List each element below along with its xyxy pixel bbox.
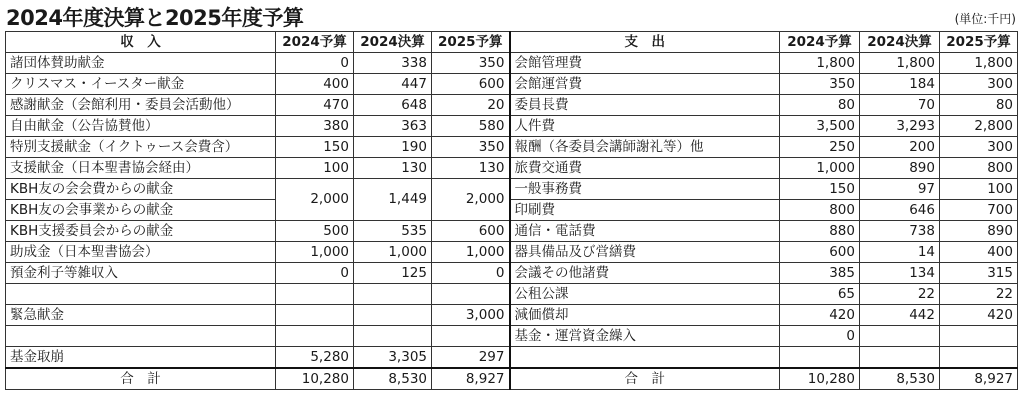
- table-row: [6, 95, 1018, 116]
- income-item: [6, 284, 276, 305]
- income-b24: 5,280: [276, 347, 354, 369]
- expense-item: 減価償却: [510, 305, 780, 326]
- income-a24: 535: [354, 221, 432, 242]
- income-b25: [432, 326, 510, 347]
- expense-item: 会議その他諸費: [510, 263, 780, 284]
- table-row: [6, 326, 1018, 347]
- expense-item: 一般事務費: [510, 179, 780, 200]
- table-row: [6, 263, 1018, 284]
- expense-a24: 1,800: [860, 53, 940, 74]
- expense-a24: 14: [860, 242, 940, 263]
- income-b24: 0: [276, 53, 354, 74]
- table-row: [6, 53, 1018, 74]
- income-a24: 1,000: [354, 242, 432, 263]
- expense-item: 人件費: [510, 116, 780, 137]
- expense-b24: 600: [780, 242, 860, 263]
- income-a24: 125: [354, 263, 432, 284]
- income-item: 支援献金（日本聖書協会経由）: [6, 158, 276, 179]
- income-budget2024-header: 2024予算: [276, 32, 354, 53]
- expense-a24: 184: [860, 74, 940, 95]
- expense-b25: 420: [940, 305, 1018, 326]
- expense-total-a24: 8,530: [860, 368, 940, 390]
- income-a24: 1,449: [354, 179, 432, 221]
- expense-actual2024-header: 2024決算: [860, 32, 940, 53]
- income-actual2024-header: 2024決算: [354, 32, 432, 53]
- income-b24: [276, 284, 354, 305]
- expense-item: 旅費交通費: [510, 158, 780, 179]
- expense-a24: 70: [860, 95, 940, 116]
- income-item: 基金取崩: [6, 347, 276, 369]
- income-b24: 380: [276, 116, 354, 137]
- expense-b24: 420: [780, 305, 860, 326]
- expense-a24: [860, 326, 940, 347]
- income-a24: [354, 326, 432, 347]
- income-header: 収 入: [6, 32, 276, 53]
- income-a24: 190: [354, 137, 432, 158]
- income-total-label: 合 計: [6, 368, 276, 390]
- expense-header: 支 出: [510, 32, 780, 53]
- expense-b24: 250: [780, 137, 860, 158]
- expense-b25: [940, 326, 1018, 347]
- expense-a24: 134: [860, 263, 940, 284]
- income-b24: 470: [276, 95, 354, 116]
- income-a24: 648: [354, 95, 432, 116]
- expense-item: 報酬（各委員会講師謝礼等）他: [510, 137, 780, 158]
- expense-b25: 300: [940, 74, 1018, 95]
- income-b25: 600: [432, 221, 510, 242]
- table-row: [6, 305, 1018, 326]
- expense-total-label: 合 計: [510, 368, 780, 390]
- income-b25: 3,000: [432, 305, 510, 326]
- income-item: KBH友の会事業からの献金: [6, 200, 276, 221]
- income-item: 緊急献金: [6, 305, 276, 326]
- page-title: 2024年度決算と2025年度予算: [6, 6, 304, 30]
- income-a24: [354, 284, 432, 305]
- income-a24: 338: [354, 53, 432, 74]
- expense-item: 印刷費: [510, 200, 780, 221]
- income-total-b24: 10,280: [276, 368, 354, 390]
- expense-item: 公租公課: [510, 284, 780, 305]
- income-b25: 600: [432, 74, 510, 95]
- income-item: [6, 326, 276, 347]
- table-row: [6, 74, 1018, 95]
- expense-a24: 3,293: [860, 116, 940, 137]
- income-item: 助成金（日本聖書協会）: [6, 242, 276, 263]
- expense-budget2024-header: 2024予算: [780, 32, 860, 53]
- expense-b24: 150: [780, 179, 860, 200]
- income-b25: 580: [432, 116, 510, 137]
- expense-b25: [940, 347, 1018, 369]
- expense-item: 会館管理費: [510, 53, 780, 74]
- table-row: [6, 221, 1018, 242]
- table-row: [6, 137, 1018, 158]
- expense-a24: 97: [860, 179, 940, 200]
- income-b24: 1,000: [276, 242, 354, 263]
- income-b25: 350: [432, 53, 510, 74]
- income-item: クリスマス・イースター献金: [6, 74, 276, 95]
- income-item: 諸団体賛助献金: [6, 53, 276, 74]
- income-b25: 297: [432, 347, 510, 369]
- income-b25: [432, 284, 510, 305]
- income-b25: 130: [432, 158, 510, 179]
- income-b25: 1,000: [432, 242, 510, 263]
- expense-b25: 22: [940, 284, 1018, 305]
- income-b24: 100: [276, 158, 354, 179]
- income-b24: 500: [276, 221, 354, 242]
- table-row: [6, 284, 1018, 305]
- expense-b25: 315: [940, 263, 1018, 284]
- expense-b25: 300: [940, 137, 1018, 158]
- income-item: 特別支援献金（イクトゥース会費含）: [6, 137, 276, 158]
- expense-b24: 1,000: [780, 158, 860, 179]
- expense-b24: 800: [780, 200, 860, 221]
- table-row: [6, 242, 1018, 263]
- income-b24: [276, 305, 354, 326]
- expense-b25: 1,800: [940, 53, 1018, 74]
- expense-a24: 646: [860, 200, 940, 221]
- expense-b25: 2,800: [940, 116, 1018, 137]
- income-b24: 2,000: [276, 179, 354, 221]
- income-b25: 2,000: [432, 179, 510, 221]
- expense-b24: 1,800: [780, 53, 860, 74]
- income-item: KBH友の会会費からの献金: [6, 179, 276, 200]
- income-b25: 350: [432, 137, 510, 158]
- budget-table: [5, 31, 1018, 390]
- expense-b25: 100: [940, 179, 1018, 200]
- expense-a24: 200: [860, 137, 940, 158]
- expense-b25: 80: [940, 95, 1018, 116]
- income-item: 自由献金（公告協賛他）: [6, 116, 276, 137]
- income-b24: 150: [276, 137, 354, 158]
- expense-a24: 738: [860, 221, 940, 242]
- unit-label: (単位:千円): [954, 12, 1016, 26]
- expense-b25: 890: [940, 221, 1018, 242]
- expense-a24: 442: [860, 305, 940, 326]
- expense-b24: 3,500: [780, 116, 860, 137]
- income-item: 感謝献金（会館利用・委員会活動他）: [6, 95, 276, 116]
- table-row: [6, 116, 1018, 137]
- income-b24: 400: [276, 74, 354, 95]
- expense-a24: [860, 347, 940, 369]
- expense-b24: 65: [780, 284, 860, 305]
- expense-b25: 700: [940, 200, 1018, 221]
- expense-b24: 0: [780, 326, 860, 347]
- table-row: [6, 347, 1018, 369]
- expense-item: 会館運営費: [510, 74, 780, 95]
- table-row: [6, 179, 1018, 200]
- expense-b24: 880: [780, 221, 860, 242]
- expense-b24: 385: [780, 263, 860, 284]
- income-budget2025-header: 2025予算: [432, 32, 510, 53]
- expense-total-b25: 8,927: [940, 368, 1018, 390]
- income-item: KBH支援委員会からの献金: [6, 221, 276, 242]
- expense-item: 委員長費: [510, 95, 780, 116]
- income-b24: [276, 326, 354, 347]
- expense-item: [510, 347, 780, 369]
- expense-b24: 350: [780, 74, 860, 95]
- income-total-b25: 8,927: [432, 368, 510, 390]
- income-item: 預金利子等雑収入: [6, 263, 276, 284]
- expense-b25: 800: [940, 158, 1018, 179]
- income-a24: 363: [354, 116, 432, 137]
- income-b24: 0: [276, 263, 354, 284]
- expense-item: 基金・運営資金繰入: [510, 326, 780, 347]
- income-a24: 3,305: [354, 347, 432, 369]
- total-row: [6, 368, 1018, 390]
- income-a24: [354, 305, 432, 326]
- expense-a24: 22: [860, 284, 940, 305]
- expense-a24: 890: [860, 158, 940, 179]
- income-a24: 130: [354, 158, 432, 179]
- income-b25: 0: [432, 263, 510, 284]
- expense-b24: 80: [780, 95, 860, 116]
- expense-item: 通信・電話費: [510, 221, 780, 242]
- income-b25: 20: [432, 95, 510, 116]
- table-row: [6, 158, 1018, 179]
- income-total-a24: 8,530: [354, 368, 432, 390]
- income-a24: 447: [354, 74, 432, 95]
- expense-budget2025-header: 2025予算: [940, 32, 1018, 53]
- expense-item: 器具備品及び営繕費: [510, 242, 780, 263]
- table-row: [6, 200, 1018, 221]
- expense-b24: [780, 347, 860, 369]
- expense-total-b24: 10,280: [780, 368, 860, 390]
- header-row: [6, 32, 1018, 53]
- expense-b25: 400: [940, 242, 1018, 263]
